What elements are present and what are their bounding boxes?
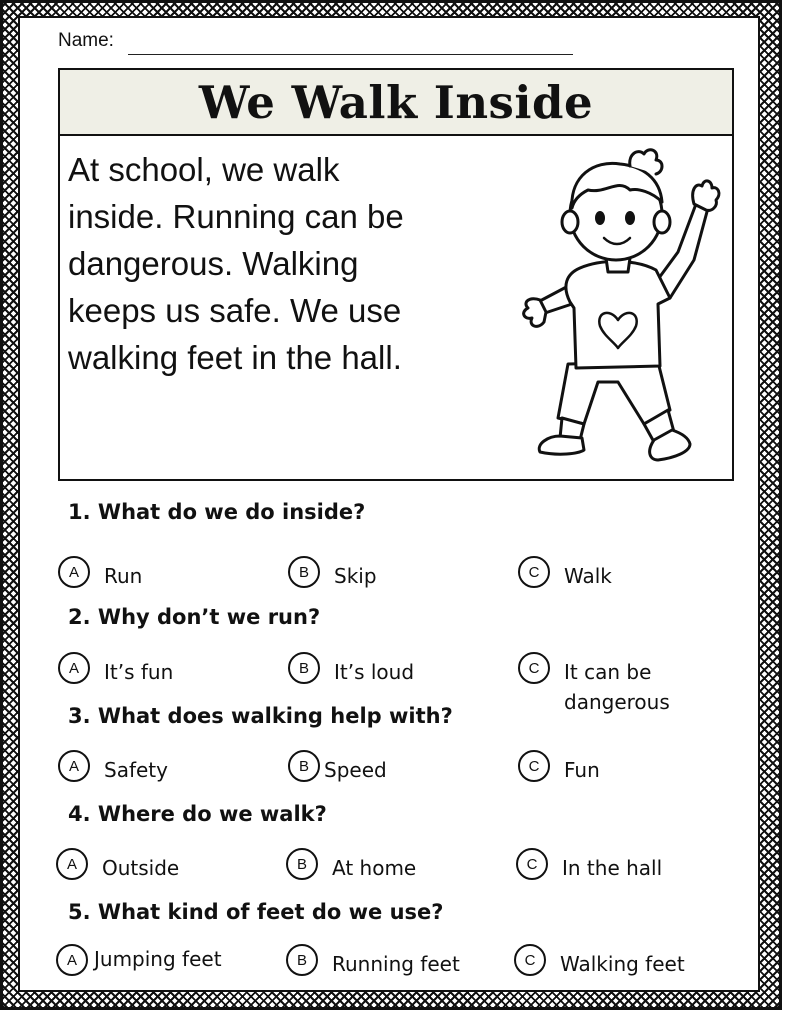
answer-bubble[interactable]: C	[516, 848, 548, 880]
passage-line: At school, we walk	[68, 151, 340, 188]
option-2a[interactable]	[58, 652, 173, 687]
option-text: Walk	[564, 564, 612, 588]
option-text: Fun	[564, 758, 600, 782]
option-2b[interactable]	[288, 652, 414, 687]
option-4a[interactable]	[56, 848, 179, 883]
answer-bubble[interactable]: B	[286, 944, 318, 976]
passage-line: walking feet in the hall.	[68, 339, 402, 376]
question-3: 3. What does walking help with?	[68, 704, 453, 728]
boy-waving-icon	[518, 142, 724, 478]
story-title: We Walk Inside	[198, 75, 594, 129]
answer-bubble[interactable]: C	[514, 944, 546, 976]
option-1a[interactable]	[58, 556, 142, 591]
option-4c[interactable]	[516, 848, 662, 883]
option-text: Running feet	[332, 952, 460, 976]
name-label: Name:	[58, 30, 114, 51]
option-text-line: dangerous	[564, 690, 670, 714]
option-text: Jumping feet	[94, 947, 222, 971]
option-text: It’s loud	[334, 660, 415, 684]
question-5: 5. What kind of feet do we use?	[68, 900, 444, 924]
passage-line: inside. Running can be	[68, 198, 404, 235]
option-text	[564, 657, 670, 717]
question-4: 4. Where do we walk?	[68, 802, 327, 826]
answer-bubble[interactable]: C	[518, 556, 550, 588]
answer-bubble[interactable]: C	[518, 652, 550, 684]
option-text: In the hall	[562, 856, 663, 880]
option-text: Skip	[334, 564, 377, 588]
option-5b[interactable]	[286, 944, 460, 979]
option-text: Safety	[104, 758, 168, 782]
option-4b[interactable]	[286, 848, 416, 883]
answer-bubble[interactable]: B	[288, 652, 320, 684]
answer-bubble[interactable]: A	[56, 944, 88, 976]
option-text: It’s fun	[104, 660, 174, 684]
name-write-line[interactable]	[128, 54, 573, 55]
answer-bubble[interactable]: A	[58, 750, 90, 782]
option-3c[interactable]	[518, 750, 600, 785]
option-text-line: It can be	[564, 660, 652, 684]
option-5a[interactable]	[56, 944, 222, 976]
answer-bubble[interactable]: B	[288, 556, 320, 588]
answer-bubble[interactable]: A	[58, 652, 90, 684]
story-box	[58, 68, 734, 481]
option-3a[interactable]	[58, 750, 168, 785]
option-1c[interactable]	[518, 556, 612, 591]
option-text: Run	[104, 564, 143, 588]
answer-bubble[interactable]: B	[286, 848, 318, 880]
option-1b[interactable]	[288, 556, 377, 591]
worksheet-sheet	[18, 16, 760, 992]
answer-bubble[interactable]: B	[288, 750, 320, 782]
option-text: Walking feet	[560, 952, 685, 976]
option-text: At home	[332, 856, 417, 880]
option-5c[interactable]	[514, 944, 685, 979]
passage-line: keeps us safe. We use	[68, 292, 402, 329]
option-3b[interactable]	[288, 750, 387, 785]
answer-bubble[interactable]: A	[56, 848, 88, 880]
title-bar	[60, 70, 732, 136]
question-1: 1. What do we do inside?	[68, 500, 366, 524]
question-2: 2. Why don’t we run?	[68, 605, 321, 629]
answer-bubble[interactable]: C	[518, 750, 550, 782]
story-passage	[68, 146, 488, 381]
option-text: Speed	[324, 758, 387, 782]
passage-line: dangerous. Walking	[68, 245, 359, 282]
option-text: Outside	[102, 856, 180, 880]
answer-bubble[interactable]: A	[58, 556, 90, 588]
option-2c[interactable]	[518, 652, 670, 717]
